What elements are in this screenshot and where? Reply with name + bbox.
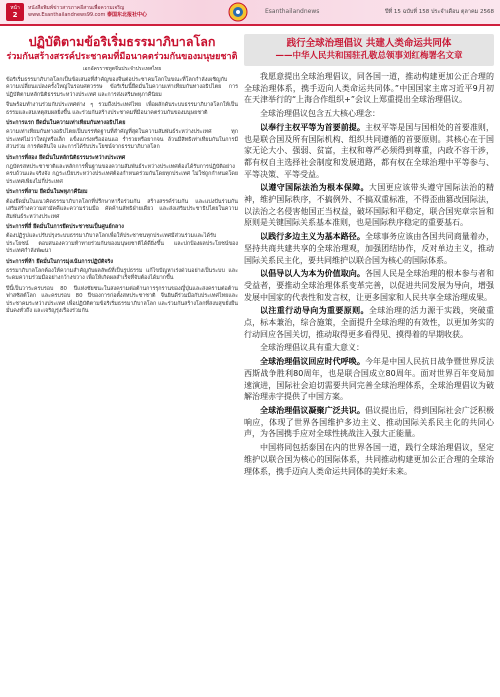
chinese-paragraph [244, 405, 494, 440]
page-header [0, 0, 500, 26]
significance-lead: 全球治理倡议凝聚广泛共识。 [260, 405, 365, 415]
chinese-paragraph [244, 268, 494, 303]
principle-lead: 以注重行动导向为重要原则。 [260, 306, 369, 316]
thai-paragraph: ต้องปฏิรูปและปรับปรุงระบบธรรมาภิบาลโลกเพื่อให้ประชาชนทุกประเทศมีส่วนร่วมและได้รับประโยชน์ ตอบสนองความท้าทายร่วมกันของมนุษยชาติได้ดียิ่งขึ้น และปกป้องผลประโยชน์ของประเทศกำลังพัฒนา [6, 233, 238, 255]
thai-section-heading: ประการที่ห้า ยึดมั่นในการมุ่งเน้นการปฏิบัติจริง [6, 258, 114, 265]
thai-section-heading: ประการที่สอง ยึดมั่นในหลักนิติธรรมระหว่างประเทศ [6, 154, 126, 161]
thai-paragraph: ข้อริเริ่มธรรมาภิบาลโลกเป็นข้อเสนอที่สำคัญของจีนต่อประชาคมโลกในขณะที่โลกกำลังเผชิญกับความเปลี่ยนแปลงครั้งใหญ่ในรอบศตวรรษ ข้อริเริ่มนี้ยึดมั่นในความเท่าเทียมกันทางอธิปไตย การปฏิบัติตามหลักนิติธรรมระหว่างประเทศ และการส่งเสริมพหุภาคีนิยม [6, 77, 238, 98]
chinese-paragraph: 我愿意提出全球治理倡议，同各国一道，推动构建更加公正合理的全球治理体系，携手迈向人类命运共同体。”中国国家主席习近平9月初在天津举行的“上海合作组织+”会议上郑重提出全球治理倡议。 [244, 72, 494, 105]
chinese-paragraph [244, 305, 494, 340]
website-url[interactable]: www.Esanthailandnews99.com [28, 12, 106, 18]
principle-lead: 以倡导以人为本为价值取向。 [260, 269, 365, 279]
chinese-paragraph [244, 122, 494, 181]
page-number: 2 [12, 11, 18, 19]
chinese-paragraph [244, 182, 494, 229]
header-left [6, 3, 147, 21]
thai-article [6, 34, 238, 318]
thai-paragraph: ต้องยึดมั่นในแนวคิดธรรมาภิบาลโลกที่ปรึกษาหารือร่วมกัน สร้างสรรค์ร่วมกัน และแบ่งปันร่วมกัน เสริมสร้างความสามัคคีและความร่วมมือ คัดค้านลัทธิฝ่ายเดียว และส่งเสริมประชาธิปไตยในความสัมพันธ์ระหว่างประเทศ [6, 198, 238, 220]
thai-paragraph: ปีนี้เป็นวาระครบรอบ 80 ปีแห่งชัยชนะในสงครามต่อต้านการรุกรานของญี่ปุ่นและสงครามต่อต้านฟาสซิสต์โลก และครบรอบ 80 ปีของการก่อตั้งสหประชาชาติ จีนยินดีร่วมมือกับประเทศไทยและประชาคมระหว่างประเทศ เพื่อปฏิบัติตามข้อริเริ่มธรรมาภิบาลโลก และร่วมกันสร้างโลกที่สงบสุขยั่งยืน มั่นคงทั่วถึง และเจริญรุ่งเรืองร่วมกัน [6, 285, 238, 314]
chinese-paragraph: 全球治理倡议具有重大意义： [260, 343, 364, 353]
significance-text: 倡议提出后，得到国际社会广泛积极响应，体现了世界各国维护多边主义、推动国际关系民主化的共同心声，为各国携手应对全球性挑战注入强大正能量。 [244, 405, 495, 439]
significance-text: 今年是中国人民抗日战争暨世界反法西斯战争胜利80周年，也是联合国成立80周年。面对世界百年变局加速演进，国际社会迫切需要共同完善全球治理体系，全球治理倡议为破解治理赤字提供了中国方案。 [244, 357, 495, 402]
thai-paragraph: กฎบัตรสหประชาชาติและหลักการพื้นฐานของความสัมพันธ์ระหว่างประเทศต้องได้รับการปฏิบัติอย่างครบถ้วนและจริงจัง กฎระเบียบระหว่างประเทศต้องกำหนดร่วมกันโดยทุกประเทศ ไม่ใช่ถูกกำหนดโดยประเทศเพียงไม่กี่ประเทศ [6, 164, 238, 185]
thai-article-subtitle: ร่วมกันสร้างสรรค์ประชาคมที่มีอนาคตร่วมกันของมนุษยชาติ [6, 52, 238, 62]
significance-lead: 全球治理倡议回应时代呼唤。 [260, 357, 365, 367]
chinese-article-subtitle: ——中华人民共和国驻孔敬总领事刘红梅署名文章 [275, 51, 463, 61]
chinese-paragraph: 全球治理倡议包含五大核心理念： [260, 109, 380, 119]
newspaper-logo-icon [228, 2, 248, 22]
principle-text: 主权平等是国与国相处的首要准则，也是联合国及所有国际机构、组织共同遵循的首要原则。其核心在于国家无论大小、强弱、贫富，主权和尊严必须得到尊重，内政不容干涉，都有权自主选择社会制度和发展道路，都有权在全球治理中平等参与、平等决策、平等受益。 [244, 122, 495, 179]
principle-text: 全球事务应该由各国共同商量着办，坚持共商共建共享的全球治理观，加强团结协作，反对单边主义，推动国际关系民主化，要共同维护以联合国为核心的国际体系。 [244, 232, 495, 265]
thai-paragraph: ธรรมาภิบาลโลกต้องให้ความสำคัญกับผลลัพธ์ที่เป็นรูปธรรม แก้ไขปัญหาเร่งด่วนอย่างเป็นระบบ และระดมความร่วมมืออย่างกว้างขวาง เพื่อให้เกิดผลสำเร็จที่จับต้องได้มากขึ้น [6, 267, 238, 282]
chinese-paragraph [244, 231, 494, 266]
chinese-title-box [244, 34, 494, 66]
thai-paragraph: จีนพร้อมทำงานร่วมกับประเทศต่าง ๆ รวมถึงประเทศไทย เพื่อผลักดันระบบธรรมาภิบาลโลกให้เป็นธรรมและสมเหตุสมผลยิ่งขึ้น และร่วมกันสร้างประชาคมที่มีอนาคตร่วมกันของมนุษยชาติ [6, 102, 238, 116]
thai-section-heading: ประการแรก ยึดมั่นในความเท่าเทียมกันทางอธิปไตย [6, 120, 126, 127]
page-label: หน้า [10, 5, 20, 11]
newspaper-tagline: หนังสือพิมพ์ข่าวสารภาคอีสานเพื่อความเจริญ [28, 5, 125, 11]
site-name: Esanthailandnews [265, 8, 320, 15]
principle-lead: 以奉行主权平等为首要前提。 [260, 122, 365, 132]
principle-text: 大国更应该带头遵守国际法治的精神，维护国际秩序，不搞例外、不搞双重标准，不得歪曲篡改国际法，以法治之名侵害他国正当权益，破坏国际和平稳定，联合国宪章宗旨和原则是关键国际关系基本准则，也是国际秩序稳定的重要基石。 [244, 183, 495, 228]
page-number-badge [6, 3, 24, 21]
thai-section-heading: ประการที่สาม ยึดมั่นในพหุภาคีนิยม [6, 189, 88, 196]
thai-section-heading: ประการที่สี่ ยึดมั่นในการยึดประชาชนเป็นศูนย์กลาง [6, 223, 124, 230]
chinese-paragraph: 中国将同包括泰国在内的世界各国一道，践行全球治理倡议，坚定维护以联合国为核心的国际体系，共同推动构建更加公正合理的全球治理体系，携手迈向人类命运共同体的美好未来。 [244, 443, 494, 476]
thai-paragraph: ความเท่าเทียมกันทางอธิปไตยเป็นบรรทัดฐานที่สำคัญที่สุดในความสัมพันธ์ระหว่างประเทศ ทุกประเทศไม่ว่าใหญ่หรือเล็ก แข็งแกร่งหรืออ่อนแอ ร่ำรวยหรือยากจน ล้วนมีสิทธิเท่าเทียมกันในการมีส่วนร่วม การตัดสินใจ และการได้รับประโยชน์จากธรรมาภิบาลโลก [6, 129, 238, 151]
thai-article-title: ปฏิบัติตามข้อริเริ่มธรรมาภิบาลโลก [28, 34, 216, 49]
issue-info: ปีที่ 15 ฉบับที่ 158 ประจำเดือน ตุลาคม 2568 [384, 9, 494, 15]
principle-text: 各国人民是全球治理的根本参与者和受益者，要推动全球治理体系变革完善，以促进共同发展为导向，增强发展中国家的代表性和发言权，让更多国家和人民共享全球治理成果。 [244, 269, 495, 302]
chinese-article-title: 践行全球治理倡议 共建人类命运共同体 [286, 38, 452, 49]
newspaper-cn-name: 泰国东北报社中心 [106, 12, 147, 18]
chinese-paragraph [244, 356, 494, 403]
principle-lead: 以践行多边主义为基本路径。 [260, 232, 365, 242]
newspaper-website [28, 12, 147, 19]
principle-lead: 以遵守国际法治为根本保障。 [260, 183, 369, 193]
thai-article-byline: เอกอัครราชทูตจีนประจำประเทศไทย [82, 66, 162, 72]
chinese-article [244, 34, 494, 479]
header-meta [28, 5, 147, 19]
principle-text: 全球治理的活力源于实践，突破重点，标本兼治，综合施策，全面提升全球治理的有效性，以更加务实的行动回应各国关切，推动取得更多看得见、摸得着的早期收获。 [244, 306, 495, 339]
